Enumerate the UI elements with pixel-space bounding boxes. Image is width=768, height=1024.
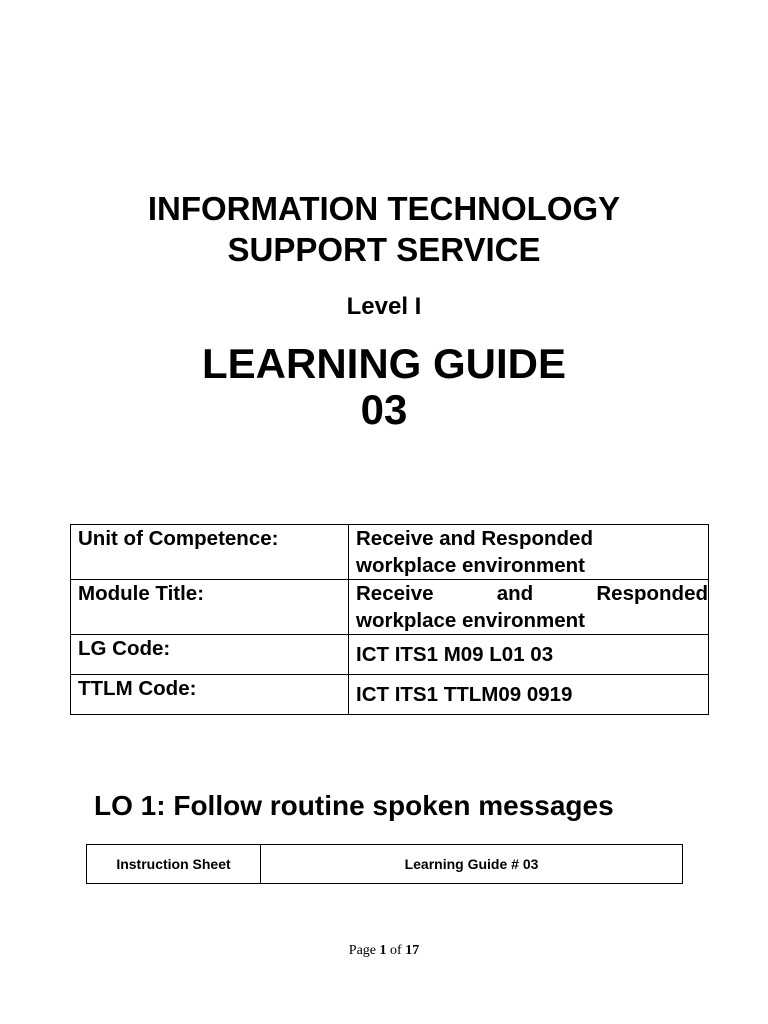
document-title — [0, 188, 768, 270]
ttlm-code-value: ICT ITS1 TTLM09 0919 — [349, 675, 709, 715]
competence-info-table — [70, 524, 709, 715]
module-title-value — [349, 580, 709, 635]
guide-line-2: 03 — [360, 386, 408, 433]
table-row — [71, 675, 709, 715]
unit-of-competence-value-line-2: workplace environment — [356, 554, 585, 577]
of-word: of — [390, 943, 402, 958]
ttlm-code-label: TTLM Code: — [71, 675, 349, 715]
table-row — [71, 580, 709, 635]
learning-guide-title — [0, 341, 768, 433]
unit-of-competence-value-line-1: Receive and Responded — [356, 527, 593, 550]
learning-outcome-heading: LO 1: Follow routine spoken messages — [94, 790, 614, 821]
level-label: Level I — [346, 293, 422, 320]
unit-of-competence-value — [349, 525, 709, 580]
instruction-sheet-table — [86, 844, 683, 884]
module-title-value-line-2: workplace environment — [356, 609, 585, 632]
total-pages: 17 — [405, 943, 420, 958]
table-row — [87, 845, 683, 884]
title-line-1: INFORMATION TECHNOLOGY — [147, 190, 621, 227]
lg-code-label: LG Code: — [71, 635, 349, 675]
instruction-sheet-cell: Instruction Sheet — [87, 845, 261, 884]
guide-line-1: LEARNING GUIDE — [201, 340, 566, 387]
learning-guide-number-cell: Learning Guide # 03 — [261, 845, 683, 884]
module-title-value-line-1: Receive and Responded — [356, 582, 708, 605]
lg-code-value: ICT ITS1 M09 L01 03 — [349, 635, 709, 675]
unit-of-competence-label: Unit of Competence: — [71, 525, 349, 580]
current-page: 1 — [379, 943, 387, 958]
table-row — [71, 525, 709, 580]
page-number — [0, 943, 768, 959]
table-row — [71, 635, 709, 675]
module-title-label: Module Title: — [71, 580, 349, 635]
title-line-2: SUPPORT SERVICE — [227, 231, 541, 268]
page-word: Page — [348, 943, 377, 958]
